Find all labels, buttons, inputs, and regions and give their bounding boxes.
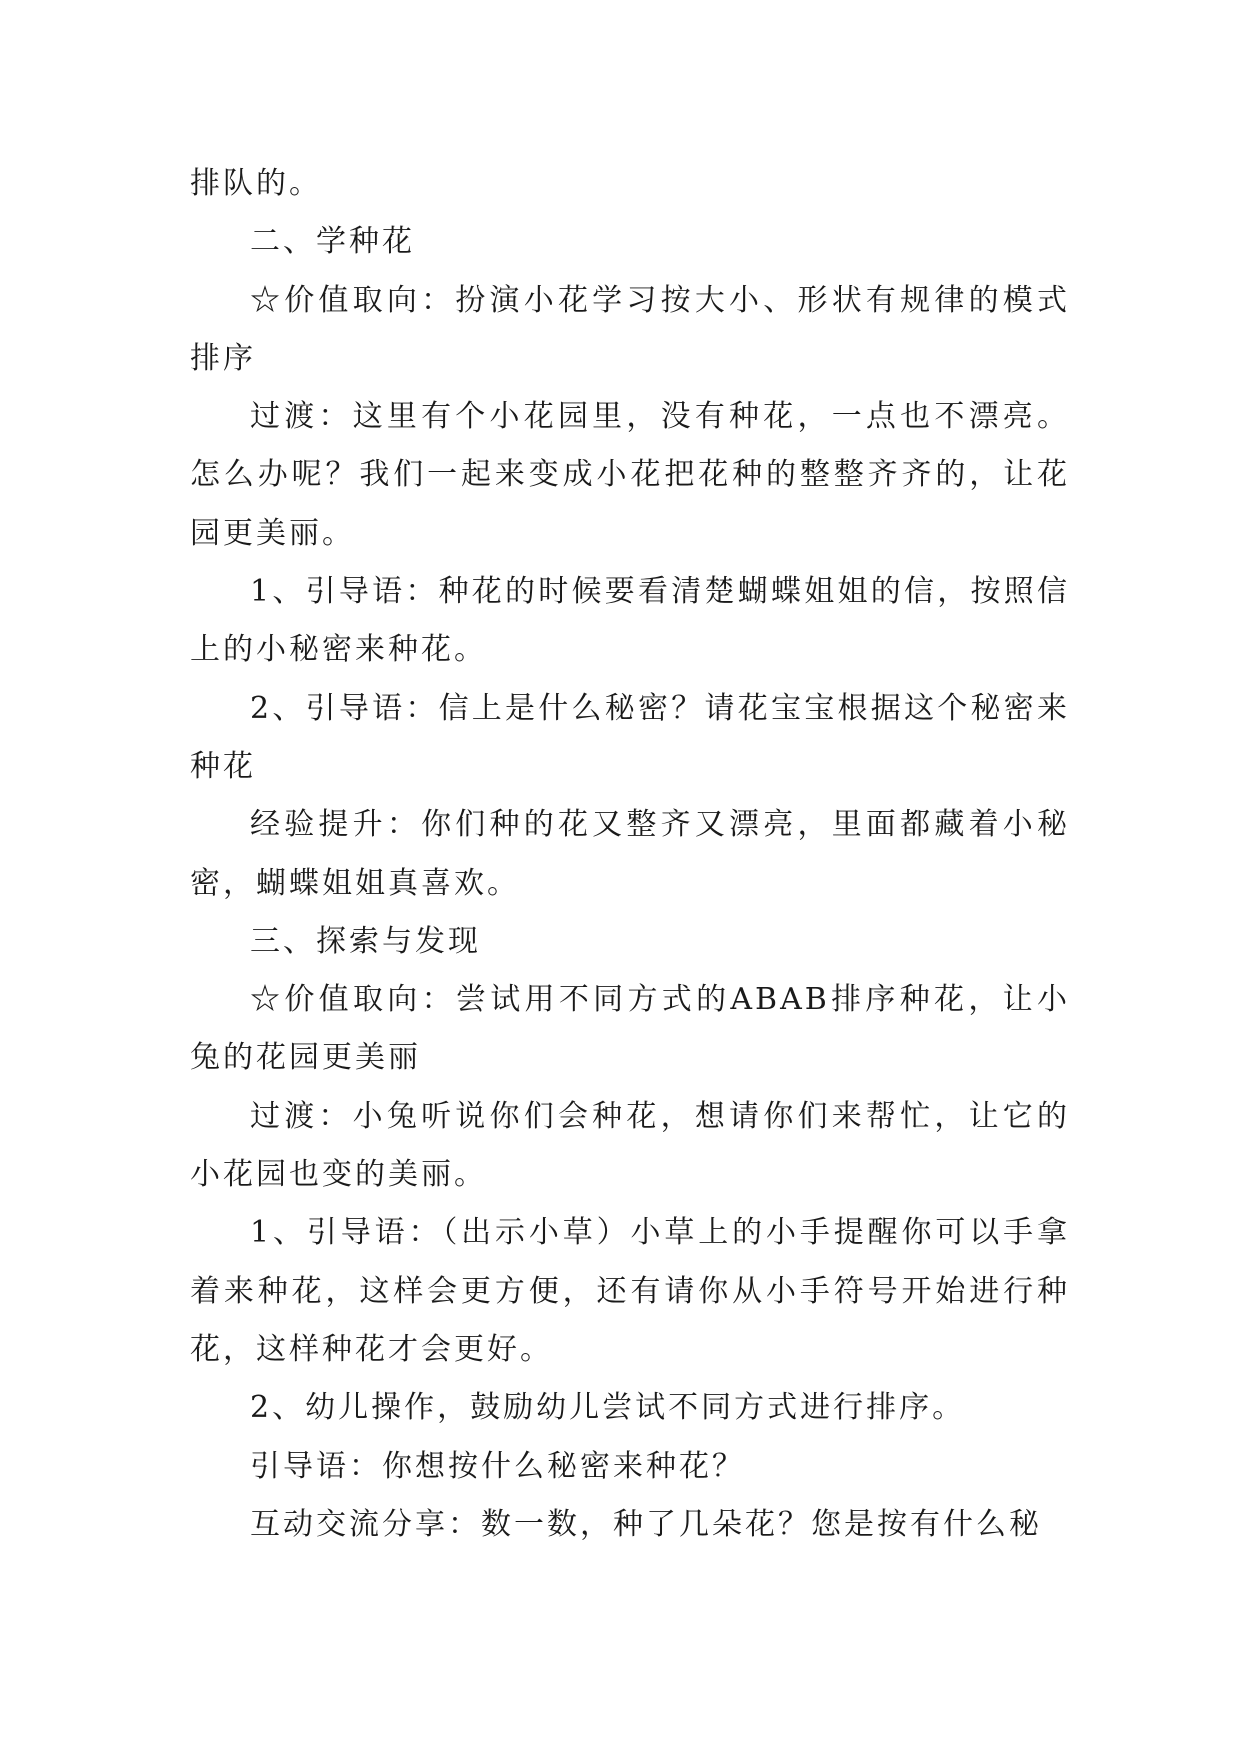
- document-body: [190, 155, 1070, 1554]
- guide-step-2-2: 2、引导语：信上是什么秘密？请花宝宝根据这个秘密来种花: [190, 690, 1070, 784]
- guide-step-3-2: 2、幼儿操作，鼓励幼儿尝试不同方式进行排序。: [250, 1390, 966, 1426]
- guide-step-3-1: 1、引导语：（出示小草）小草上的小手提醒你可以手拿着来种花，这样会更方便，还有请你从小手符号开始进行种花，这样种花才会更好。: [190, 1215, 1070, 1367]
- paragraph-continuation: 排队的。: [190, 166, 322, 201]
- guide-step-2-1: 1、引导语：种花的时候要看清楚蝴蝶姐姐的信，按照信上的小秘密来种花。: [190, 574, 1070, 668]
- section-heading-2: 二、学种花: [250, 224, 415, 260]
- transition-3: 过渡：小兔听说你们会种花，想请你们来帮忙，让它的小花园也变的美丽。: [190, 1098, 1070, 1193]
- interaction-share: 互动交流分享：数一数，种了几朵花？您是按有什么秘: [250, 1506, 1042, 1542]
- value-orientation-2: ☆价值取向：扮演小花学习按大小、形状有规律的模式排序: [190, 282, 1070, 376]
- section-heading-3: 三、探索与发现: [250, 923, 481, 959]
- transition-2: 过渡：这里有个小花园里，没有种花，一点也不漂亮。怎么办呢？我们一起来变成小花把花种的整整齐齐的，让花园更美丽。: [190, 399, 1070, 551]
- experience-summary: 经验提升：你们种的花又整齐又漂亮，里面都藏着小秘密，蝴蝶姐姐真喜欢。: [190, 807, 1070, 901]
- value-orientation-3: ☆价值取向：尝试用不同方式的ABAB排序种花，让小兔的花园更美丽: [190, 982, 1070, 1076]
- guide-question: 引导语：你想按什么秘密来种花？: [250, 1448, 745, 1484]
